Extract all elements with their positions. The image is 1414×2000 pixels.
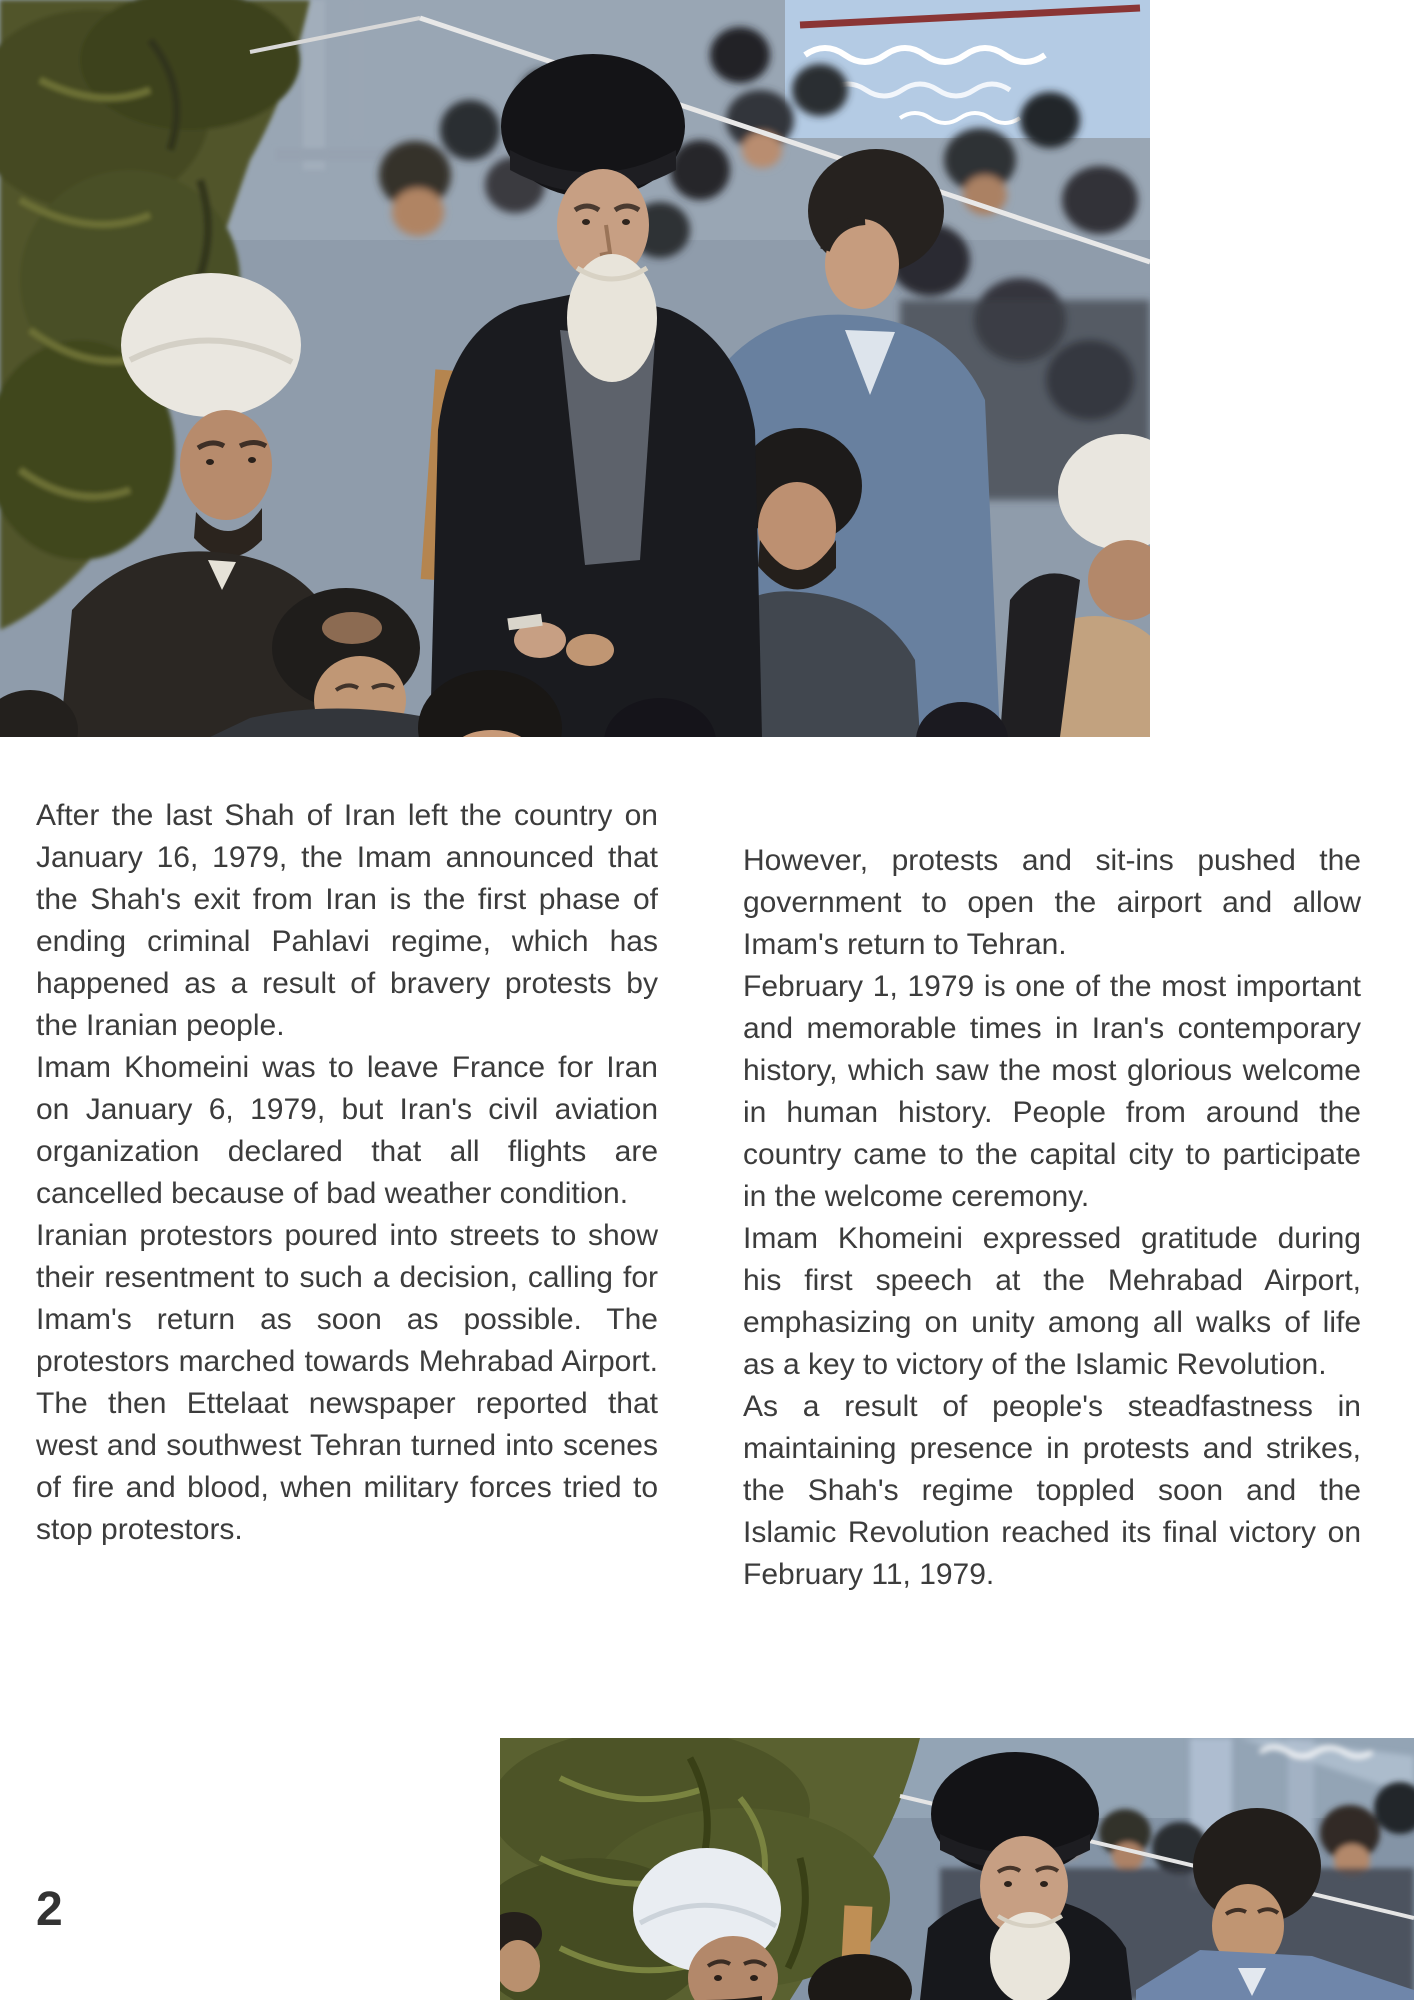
page-number: 2: [36, 1883, 63, 1936]
paragraph: After the last Shah of Iran left the country on January 16, 1979, the Imam announced that the Shah's exit from Iran is the first phase of ending criminal Pahlavi regime, which has happened as a result of bravery protests by the Iranian people.: [36, 799, 658, 1042]
white-beard: [567, 254, 657, 382]
paragraph: February 1, 1979 is one of the most important and memorable times in Iran's contemporary history, which saw the most glorious welcome in human history. People from around the country came to the capital city to participate in the welcome ceremony.: [743, 970, 1361, 1213]
face: [180, 410, 272, 520]
banner: [785, 0, 1150, 138]
article-left-column: [36, 795, 658, 1551]
bottom-photo: [500, 1738, 1414, 2000]
paragraph: However, protests and sit-ins pushed the government to open the airport and allow Imam's return to Tehran.: [743, 844, 1361, 961]
paragraph: As a result of people's steadfastness in maintaining presence in protests and strikes, the Shah's regime toppled soon and the Islamic Revolution reached its final victory on February 11, 1979.: [743, 1390, 1361, 1591]
imam-khomeini-crowd-scene-photo: [500, 1738, 1414, 2000]
article-right-column: [743, 840, 1361, 1596]
paragraph: Iranian protestors poured into streets to show their resentment to such a decision, calling for Imam's return as soon as possible. The protestors marched towards Mehrabad Airport. The then Ettelaat newspaper reported that west and southwest Tehran turned into scenes of fire and blood, when military forces tried to stop protestors.: [36, 1219, 658, 1546]
paragraph: Imam Khomeini expressed gratitude during his first speech at the Mehrabad Airport, emphasizing on unity among all walks of life as a key to victory of the Islamic Revolution.: [743, 1222, 1361, 1381]
top-photo: [0, 0, 1150, 737]
left-edge-face: [500, 1912, 542, 1992]
imam-khomeini-seated-among-crowd-photo: [0, 0, 1150, 737]
white-turban: [121, 273, 301, 417]
paragraph: Imam Khomeini was to leave France for Iran on January 6, 1979, but Iran's civil aviation organization declared that all flights are cancelled because of bad weather condition.: [36, 1051, 658, 1210]
